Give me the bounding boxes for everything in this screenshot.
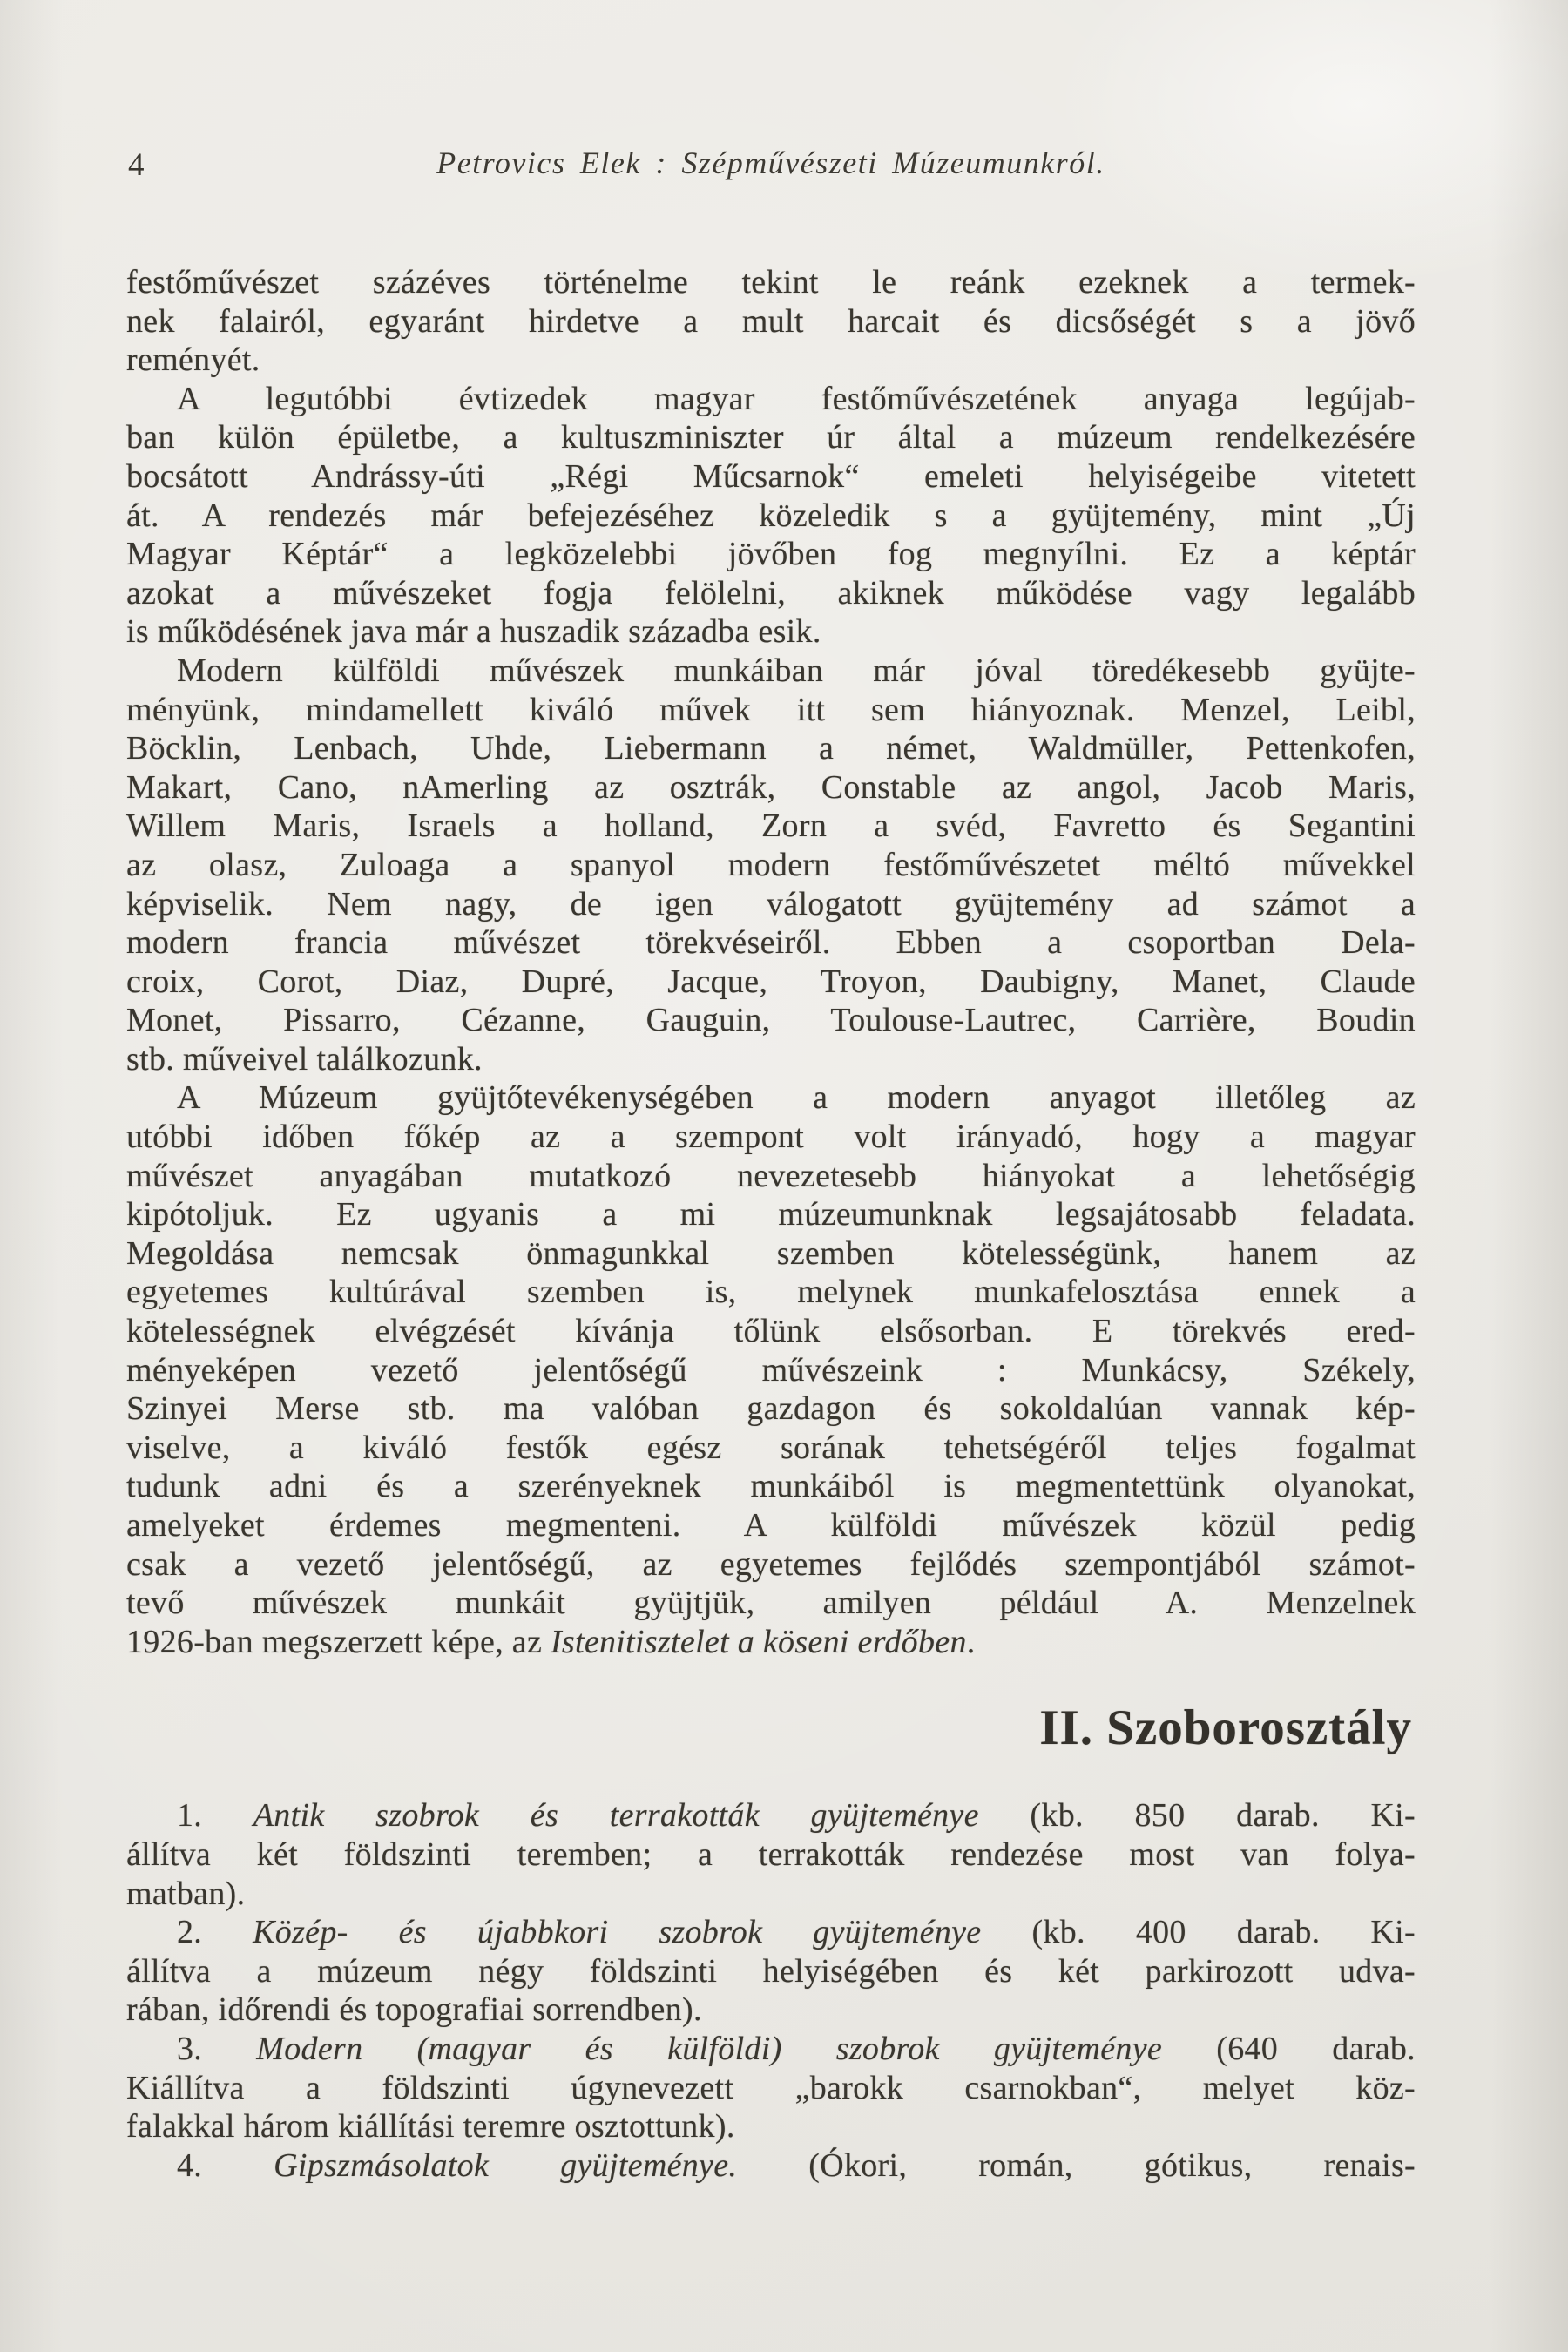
text-segment: modern francia művészet törekvéseiről. Ebben a csoportban Dela- <box>126 924 1416 962</box>
text-line <box>126 341 1416 380</box>
text-segment: A Múzeum gyüjtőtevékenységében a modern anyagot illetőleg az <box>177 1079 1416 1117</box>
text-line <box>126 1467 1416 1506</box>
text-line <box>126 1389 1416 1429</box>
section-heading: II. Szoborosztály <box>1039 1700 1412 1756</box>
paragraph <box>126 1796 1416 1913</box>
text-segment: 2. <box>177 1914 253 1951</box>
text-line <box>126 263 1416 302</box>
text-line <box>126 1875 1416 1914</box>
text-line <box>126 1990 1416 2030</box>
text-segment: kipótoljuk. Ez ugyanis a mi múzeumunknak legsajátosabb feladata. <box>126 1196 1416 1233</box>
text-line <box>126 1506 1416 1545</box>
text-line <box>126 1195 1416 1234</box>
italic-text-segment: Antik szobrok és terrakották gyüjteménye <box>253 1797 979 1835</box>
page-number: 4 <box>128 147 145 183</box>
text-line <box>126 380 1416 419</box>
paragraph <box>126 2146 1416 2186</box>
text-segment: Szinyei Merse stb. ma valóban gazdagon és sokoldalúan vannak kép- <box>126 1390 1416 1428</box>
text-line <box>126 2030 1416 2069</box>
paragraph <box>126 652 1416 1079</box>
text-segment: reményét. <box>126 341 260 379</box>
text-segment: . <box>966 1623 976 1660</box>
text-line <box>126 1040 1416 1079</box>
list-paragraphs <box>126 1796 1416 2185</box>
text-segment: (640 darab. <box>1162 2030 1416 2067</box>
text-segment: Magyar Képtár“ a legközelebbi jövőben fog megnyílni. Ez a képtár <box>126 536 1416 573</box>
text-segment: az olasz, Zuloaga a spanyol modern festőművészetet méltó művekkel <box>126 846 1416 883</box>
text-line <box>126 923 1416 963</box>
text-segment: Megoldása nemcsak önmagunkkal szemben kötelességünk, hanem az <box>126 1234 1416 1272</box>
text-line <box>126 1584 1416 1623</box>
text-segment: tevő művészek munkáit gyüjtjük, amilyen például A. Menzelnek <box>126 1585 1416 1622</box>
text-segment: ményeképen vezető jelentőségű művészeink : Munkácsy, Székely, <box>126 1351 1416 1389</box>
text-segment: 1. <box>177 1797 253 1835</box>
text-line <box>126 2146 1416 2186</box>
text-line <box>126 612 1416 652</box>
text-line <box>126 302 1416 341</box>
text-line <box>126 1001 1416 1040</box>
text-segment: viselve, a kiváló festők egész sorának tehetségéről teljes fogalmat <box>126 1429 1416 1466</box>
paragraph <box>126 380 1416 652</box>
text-line <box>126 1157 1416 1196</box>
text-segment: nek falairól, egyaránt hirdetve a mult harcait és dicsőségét s a jövő <box>126 302 1416 340</box>
text-line <box>126 574 1416 613</box>
text-line <box>126 1312 1416 1351</box>
text-line <box>126 2069 1416 2108</box>
text-segment: 3. <box>177 2030 257 2067</box>
text-line <box>126 652 1416 691</box>
text-segment: kötelességnek elvégzését kívánja tőlünk elsősorban. E törekvés ered- <box>126 1313 1416 1350</box>
text-line <box>126 846 1416 885</box>
text-line <box>126 1623 1416 1662</box>
text-line <box>126 418 1416 457</box>
text-segment: tudunk adni és a szerényeknek munkáiból is megmentettünk olyanokat, <box>126 1468 1416 1505</box>
text-segment: Böcklin, Lenbach, Uhde, Liebermann a német, Waldmüller, Pettenkofen, <box>126 730 1416 767</box>
paragraph <box>126 1078 1416 1661</box>
text-segment: Kiállítva a földszinti úgynevezett „barokk csarnokban“, melyet köz- <box>126 2069 1416 2106</box>
text-segment: falakkal három kiállítási teremre osztottunk). <box>126 2108 735 2146</box>
text-segment: Willem Maris, Israels a holland, Zorn a svéd, Favretto és Segantini <box>126 808 1416 845</box>
italic-text-segment: Istenitisztelet a köseni erdőben <box>550 1623 967 1660</box>
text-segment: Monet, Pissarro, Cézanne, Gauguin, Toulouse-Lautrec, Carrière, Boudin <box>126 1002 1416 1039</box>
text-segment: ban külön épületbe, a kultuszminiszter úr által a múzeum rendelkezésére <box>126 419 1416 456</box>
text-line <box>126 2107 1416 2146</box>
text-segment: csak a vezető jelentőségű, az egyetemes fejlődés szempontjából számot- <box>126 1545 1416 1583</box>
text-line <box>126 1273 1416 1312</box>
text-segment: (kb. 400 darab. Ki- <box>981 1914 1416 1951</box>
paragraph <box>126 1913 1416 2030</box>
italic-text-segment: Gipszmásolatok gyüjteménye. <box>274 2146 738 2184</box>
text-segment: (kb. 850 darab. Ki- <box>978 1797 1416 1835</box>
text-segment: azokat a művészeket fogja felölelni, akiknek működése vagy legalább <box>126 574 1416 612</box>
text-segment: ményünk, mindamellett kiváló művek itt sem hiányoznak. Menzel, Leibl, <box>126 691 1416 728</box>
text-line <box>126 1078 1416 1118</box>
text-line <box>126 535 1416 574</box>
text-segment: Makart, Cano, nAmerling az osztrák, Constable az angol, Jacob Maris, <box>126 768 1416 806</box>
text-segment: művészet anyagában mutatkozó nevezetesebb hiányokat a lehetőségig <box>126 1157 1416 1194</box>
text-segment: 4. <box>177 2146 274 2184</box>
text-line <box>126 1545 1416 1585</box>
text-line <box>126 807 1416 846</box>
text-line <box>126 1835 1416 1875</box>
text-segment: bocsátott Andrássy-úti „Régi Műcsarnok“ emeleti helyiségeibe vitetett <box>126 457 1416 495</box>
italic-text-segment: Modern (magyar és külföldi) szobrok gyüjteménye <box>256 2030 1163 2067</box>
text-line <box>126 729 1416 768</box>
text-segment: croix, Corot, Diaz, Dupré, Jacque, Troyon, Daubigny, Manet, Claude <box>126 963 1416 1000</box>
text-line <box>126 963 1416 1002</box>
text-segment: (Ókori, román, gótikus, renais- <box>737 2146 1416 2184</box>
text-line <box>126 1952 1416 1991</box>
text-line <box>126 885 1416 924</box>
text-line <box>126 497 1416 536</box>
text-line <box>126 1429 1416 1468</box>
text-line <box>126 1796 1416 1835</box>
page-header <box>126 145 1416 181</box>
paragraph <box>126 2030 1416 2146</box>
text-segment: stb. műveivel találkozunk. <box>126 1040 483 1078</box>
text-line <box>126 1351 1416 1390</box>
text-segment: A legutóbbi évtizedek magyar festőművészetének anyaga legújab- <box>177 380 1416 417</box>
text-segment: rában, időrendi és topografiai sorrendben). <box>126 1991 702 2029</box>
text-segment: állítva két földszinti teremben; a terrakották rendezése most van folya- <box>126 1835 1416 1873</box>
text-segment: festőművészet százéves történelme tekint le reánk ezeknek a termek- <box>126 264 1416 301</box>
text-line <box>126 1118 1416 1157</box>
text-segment: utóbbi időben főkép az a szempont volt irányadó, hogy a magyar <box>126 1119 1416 1156</box>
text-segment: Modern külföldi művészek munkáiban már jóval töredékesebb gyüjte- <box>177 652 1416 689</box>
text-segment: képviselik. Nem nagy, de igen válogatott gyüjtemény ad számot a <box>126 885 1416 923</box>
text-segment: amelyeket érdemes megmenteni. A külföldi művészek közül pedig <box>126 1507 1416 1544</box>
text-segment: állítva a múzeum négy földszinti helyiségében és két parkirozott udva- <box>126 1952 1416 1990</box>
text-segment: matban). <box>126 1875 246 1912</box>
text-line <box>126 457 1416 497</box>
paragraph <box>126 263 1416 380</box>
text-line <box>126 691 1416 730</box>
page-body <box>126 263 1416 2185</box>
text-line <box>126 768 1416 808</box>
text-segment: is működésének java már a huszadik századba esik. <box>126 613 821 651</box>
text-line <box>126 1913 1416 1952</box>
text-segment: 1926-ban megszerzett képe, az <box>126 1623 551 1660</box>
text-segment: egyetemes kultúrával szemben is, melynek munkafelosztása ennek a <box>126 1274 1416 1311</box>
body-paragraphs <box>126 263 1416 1661</box>
running-title: Petrovics Elek : Szépművészeti Múzeumunkról. <box>436 145 1105 180</box>
italic-text-segment: Közép- és újabbkori szobrok gyüjteménye <box>253 1914 982 1951</box>
text-line <box>126 1234 1416 1274</box>
text-segment: át. A rendezés már befejezéséhez közeledik s a gyüjtemény, mint „Új <box>126 497 1416 534</box>
